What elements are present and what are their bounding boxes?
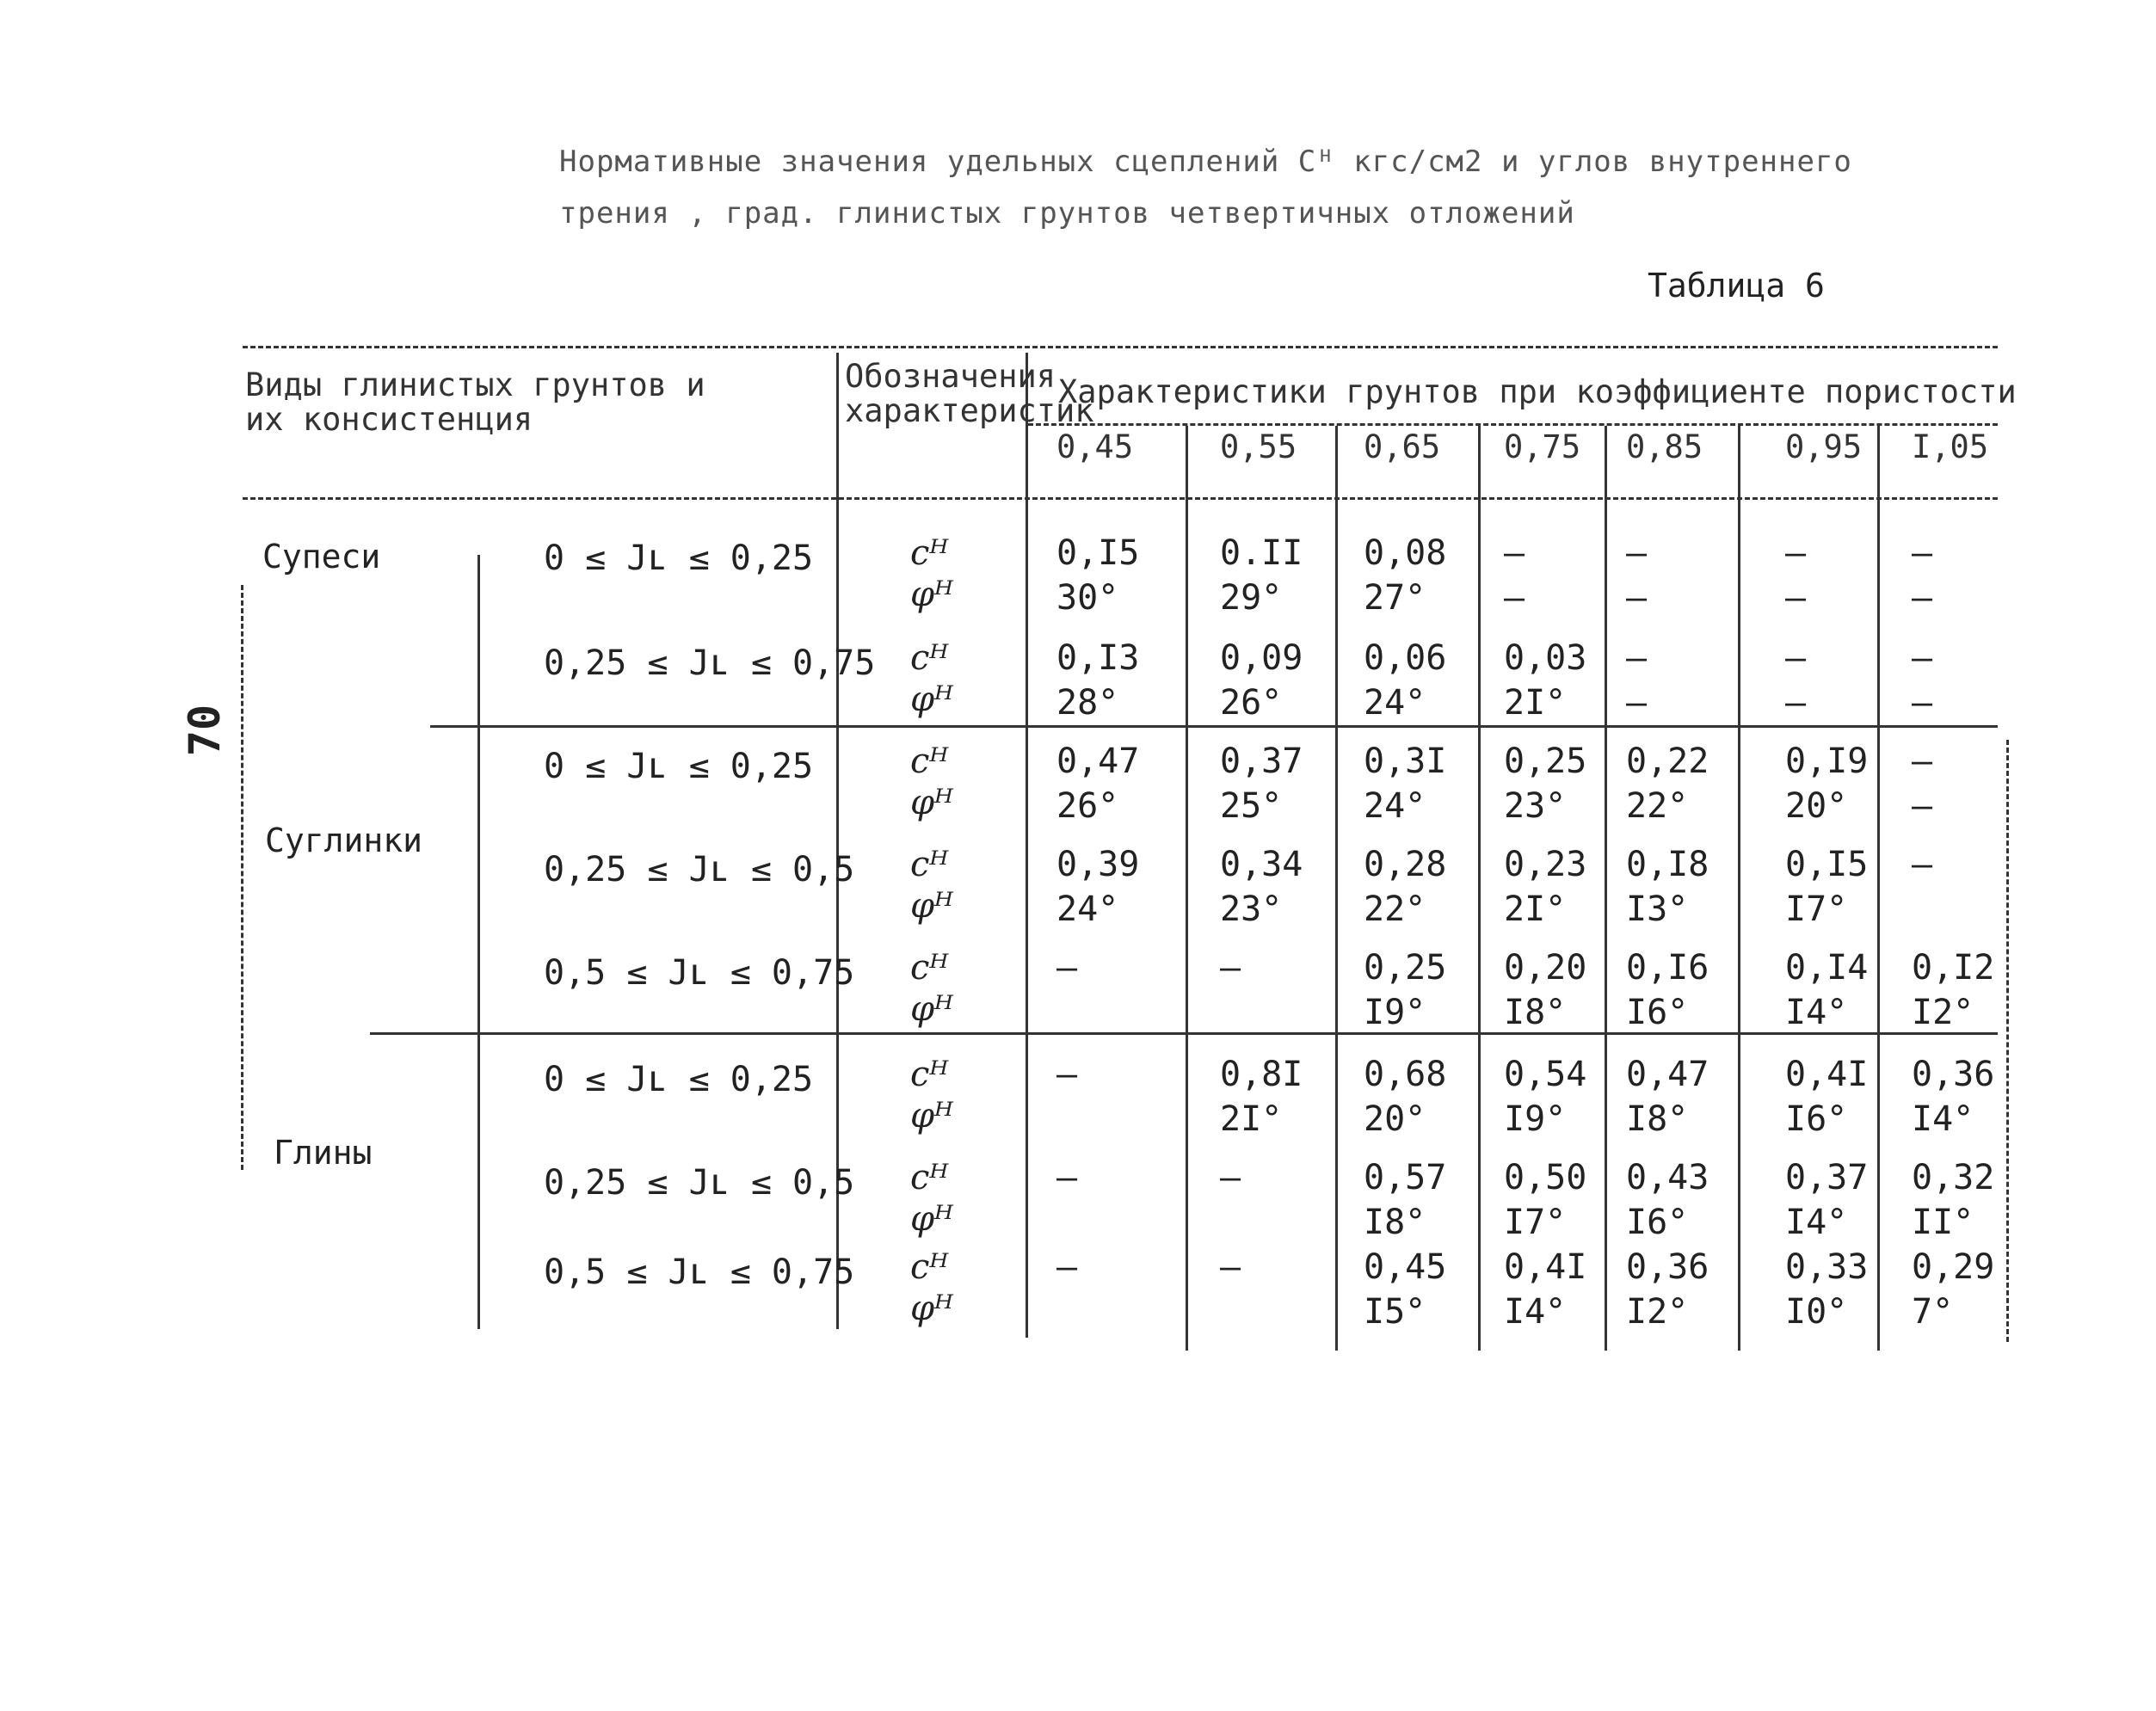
friction-angle-value: 2I° xyxy=(1504,889,1567,929)
rule-gliny xyxy=(370,1032,1998,1035)
right-border xyxy=(2006,740,2009,1342)
cohesion-value: – xyxy=(1626,638,1648,678)
porosity-header-cell: 0,75 xyxy=(1504,428,1581,465)
cohesion-value: 0,29 xyxy=(1912,1247,1995,1287)
cohesion-value: 0,08 xyxy=(1364,533,1447,573)
consistency-condition: 0,25 ≤ Jʟ ≤ 0,5 xyxy=(544,1163,855,1203)
cohesion-value: – xyxy=(1056,1247,1078,1287)
symbol-cohesion: cᴴ xyxy=(910,845,949,884)
friction-angle-value: I6° xyxy=(1785,1099,1848,1139)
friction-angle-value: I4° xyxy=(1785,993,1848,1032)
friction-angle-value: 22° xyxy=(1364,889,1426,929)
cohesion-value: – xyxy=(1626,533,1648,573)
consistency-condition: 0,5 ≤ Jʟ ≤ 0,75 xyxy=(544,953,855,993)
symbol-cohesion: cᴴ xyxy=(910,1055,949,1094)
cohesion-value: – xyxy=(1785,533,1807,573)
friction-angle-value: 7° xyxy=(1912,1292,1954,1332)
friction-angle-value: 23° xyxy=(1220,889,1283,929)
friction-angle-value: I0° xyxy=(1785,1292,1848,1332)
symbol-cohesion: cᴴ xyxy=(910,638,949,678)
cohesion-value: 0,I9 xyxy=(1785,742,1869,781)
friction-angle-value: – xyxy=(1912,683,1933,723)
cohesion-value: 0,43 xyxy=(1626,1158,1709,1197)
col-divider-cond xyxy=(477,555,480,1329)
friction-angle-value: – xyxy=(1626,578,1648,618)
friction-angle-value: 2I° xyxy=(1220,1099,1283,1139)
cohesion-value: – xyxy=(1912,533,1933,573)
cohesion-value: – xyxy=(1912,742,1933,781)
cohesion-value: – xyxy=(1056,1158,1078,1197)
cohesion-value: 0,50 xyxy=(1504,1158,1587,1197)
friction-angle-value: I7° xyxy=(1504,1203,1567,1242)
friction-angle-value: – xyxy=(1785,683,1807,723)
friction-angle-value: 26° xyxy=(1056,786,1119,826)
cohesion-value: 0,36 xyxy=(1912,1055,1995,1094)
friction-angle-value: 26° xyxy=(1220,683,1283,723)
cohesion-value: 0,I2 xyxy=(1912,948,1995,988)
porosity-header-cell: 0,85 xyxy=(1626,428,1703,465)
symbol-cohesion: cᴴ xyxy=(910,742,949,781)
friction-angle-value: I8° xyxy=(1626,1099,1689,1139)
cohesion-value: – xyxy=(1220,1158,1241,1197)
friction-angle-value: – xyxy=(1785,578,1807,618)
cohesion-value: 0,33 xyxy=(1785,1247,1869,1287)
rule-suglinki xyxy=(430,725,1998,728)
cohesion-value: 0,4I xyxy=(1785,1055,1869,1094)
col-divider-045 xyxy=(1026,353,1028,1338)
cohesion-value: 0.II xyxy=(1220,533,1303,573)
group-label-suglinki: Суглинки xyxy=(265,822,423,859)
cohesion-value: 0,39 xyxy=(1056,845,1140,884)
friction-angle-value: I4° xyxy=(1912,1099,1974,1139)
cohesion-value: 0,06 xyxy=(1364,638,1447,678)
symbol-friction-angle: φᴴ xyxy=(910,1199,953,1239)
porosity-rule xyxy=(1028,423,1998,426)
friction-angle-value: I8° xyxy=(1504,993,1567,1032)
friction-angle-value: I5° xyxy=(1364,1292,1426,1332)
friction-angle-value: 20° xyxy=(1364,1099,1426,1139)
friction-angle-value: I4° xyxy=(1504,1292,1567,1332)
consistency-condition: 0,5 ≤ Jʟ ≤ 0,75 xyxy=(544,1252,855,1292)
header-designation: Обозначения характеристик xyxy=(845,358,1094,429)
cohesion-value: 0,47 xyxy=(1626,1055,1709,1094)
symbol-friction-angle: φᴴ xyxy=(910,680,953,719)
symbol-friction-angle: φᴴ xyxy=(910,989,953,1029)
col-divider-095 xyxy=(1738,426,1740,1351)
consistency-condition: 0,25 ≤ Jʟ ≤ 0,5 xyxy=(544,850,855,889)
friction-angle-value: 2I° xyxy=(1504,683,1567,723)
consistency-condition: 0 ≤ Jʟ ≤ 0,25 xyxy=(544,539,814,578)
col-divider-065 xyxy=(1335,426,1338,1351)
header-porosity-group: Характеристики грунтов при коэффициенте пористости xyxy=(1058,373,2017,410)
cohesion-value: 0,I8 xyxy=(1626,845,1709,884)
friction-angle-value: I2° xyxy=(1626,1292,1689,1332)
cohesion-value: – xyxy=(1056,1055,1078,1094)
cohesion-value: – xyxy=(1912,638,1933,678)
cohesion-value: – xyxy=(1785,638,1807,678)
friction-angle-value: – xyxy=(1912,786,1933,826)
cohesion-value: 0,37 xyxy=(1220,742,1303,781)
friction-angle-value: – xyxy=(1626,683,1648,723)
caption-line-1: Нормативные значения удельных сцеплений Cᴴ кгс/см2 и углов внутреннего xyxy=(559,145,1852,179)
cohesion-value: 0,45 xyxy=(1364,1247,1447,1287)
symbol-cohesion: cᴴ xyxy=(910,1247,949,1287)
col-divider-055 xyxy=(1186,426,1188,1351)
cohesion-value: 0,09 xyxy=(1220,638,1303,678)
symbol-friction-angle: φᴴ xyxy=(910,886,953,926)
cohesion-value: 0,37 xyxy=(1785,1158,1869,1197)
friction-angle-value: I3° xyxy=(1626,889,1689,929)
symbol-friction-angle: φᴴ xyxy=(910,575,953,614)
page-number: 70 xyxy=(180,704,231,757)
friction-angle-value: I6° xyxy=(1626,1203,1689,1242)
cohesion-value: 0,20 xyxy=(1504,948,1587,988)
cohesion-value: – xyxy=(1220,1247,1241,1287)
cohesion-value: 0,I4 xyxy=(1785,948,1869,988)
cohesion-value: 0,I3 xyxy=(1056,638,1140,678)
friction-angle-value: 22° xyxy=(1626,786,1689,826)
symbol-friction-angle: φᴴ xyxy=(910,783,953,822)
col-divider-105 xyxy=(1877,426,1880,1351)
cohesion-value: 0,54 xyxy=(1504,1055,1587,1094)
friction-angle-value: 24° xyxy=(1364,786,1426,826)
cohesion-value: 0,47 xyxy=(1056,742,1140,781)
cohesion-value: – xyxy=(1056,948,1078,988)
cohesion-value: 0,22 xyxy=(1626,742,1709,781)
friction-angle-value: 20° xyxy=(1785,786,1848,826)
friction-angle-value: 27° xyxy=(1364,578,1426,618)
symbol-friction-angle: φᴴ xyxy=(910,1289,953,1328)
symbol-friction-angle: φᴴ xyxy=(910,1096,953,1136)
left-border xyxy=(241,585,243,1170)
friction-angle-value: I7° xyxy=(1785,889,1848,929)
caption-line-2: трения , град. глинистых грунтов четвертичных отложений xyxy=(559,196,1575,231)
friction-angle-value: 29° xyxy=(1220,578,1283,618)
porosity-header-cell: 0,45 xyxy=(1056,428,1134,465)
friction-angle-value: I8° xyxy=(1364,1203,1426,1242)
cohesion-value: 0,32 xyxy=(1912,1158,1995,1197)
cohesion-value: 0,8I xyxy=(1220,1055,1303,1094)
table-title: Таблица 6 xyxy=(1648,267,1825,305)
friction-angle-value: I9° xyxy=(1504,1099,1567,1139)
table-top-rule xyxy=(243,346,1998,348)
friction-angle-value: II° xyxy=(1912,1203,1974,1242)
cohesion-value: – xyxy=(1912,845,1933,884)
symbol-cohesion: cᴴ xyxy=(910,948,949,988)
consistency-condition: 0 ≤ Jʟ ≤ 0,25 xyxy=(544,747,814,786)
porosity-header-cell: I,05 xyxy=(1912,428,1989,465)
consistency-condition: 0 ≤ Jʟ ≤ 0,25 xyxy=(544,1060,814,1099)
friction-angle-value: 24° xyxy=(1056,889,1119,929)
col-divider-075 xyxy=(1478,426,1481,1351)
friction-angle-value: I9° xyxy=(1364,993,1426,1032)
cohesion-value: 0,I5 xyxy=(1056,533,1140,573)
cohesion-value: 0,34 xyxy=(1220,845,1303,884)
cohesion-value: 0,68 xyxy=(1364,1055,1447,1094)
symbol-cohesion: cᴴ xyxy=(910,1158,949,1197)
porosity-header-cell: 0,95 xyxy=(1785,428,1863,465)
friction-angle-value: I6° xyxy=(1626,993,1689,1032)
cohesion-value: 0,I6 xyxy=(1626,948,1709,988)
cohesion-value: 0,03 xyxy=(1504,638,1587,678)
porosity-header-cell: 0,55 xyxy=(1220,428,1297,465)
friction-angle-value: 25° xyxy=(1220,786,1283,826)
header-bottom-rule xyxy=(243,497,1998,500)
symbol-cohesion: cᴴ xyxy=(910,533,949,573)
cohesion-value: 0,I5 xyxy=(1785,845,1869,884)
cohesion-value: 0,4I xyxy=(1504,1247,1587,1287)
porosity-header-cell: 0,65 xyxy=(1364,428,1441,465)
cohesion-value: 0,23 xyxy=(1504,845,1587,884)
cohesion-value: 0,25 xyxy=(1364,948,1447,988)
friction-angle-value: 23° xyxy=(1504,786,1567,826)
cohesion-value: 0,36 xyxy=(1626,1247,1709,1287)
friction-angle-value: I4° xyxy=(1785,1203,1848,1242)
friction-angle-value: 24° xyxy=(1364,683,1426,723)
friction-angle-value: 28° xyxy=(1056,683,1119,723)
friction-angle-value: I2° xyxy=(1912,993,1974,1032)
cohesion-value: 0,57 xyxy=(1364,1158,1447,1197)
cohesion-value: 0,25 xyxy=(1504,742,1587,781)
friction-angle-value: – xyxy=(1504,578,1525,618)
consistency-condition: 0,25 ≤ Jʟ ≤ 0,75 xyxy=(544,643,876,683)
cohesion-value: 0,28 xyxy=(1364,845,1447,884)
group-label-gliny: Глины xyxy=(274,1134,373,1172)
group-label-supesi: Супеси xyxy=(262,538,381,575)
col-divider-085 xyxy=(1605,426,1607,1351)
friction-angle-value: – xyxy=(1912,578,1933,618)
cohesion-value: 0,3I xyxy=(1364,742,1447,781)
header-soil-type: Виды глинистых грунтов и их консистенция xyxy=(245,366,705,438)
cohesion-value: – xyxy=(1504,533,1525,573)
friction-angle-value: 30° xyxy=(1056,578,1119,618)
cohesion-value: – xyxy=(1220,948,1241,988)
